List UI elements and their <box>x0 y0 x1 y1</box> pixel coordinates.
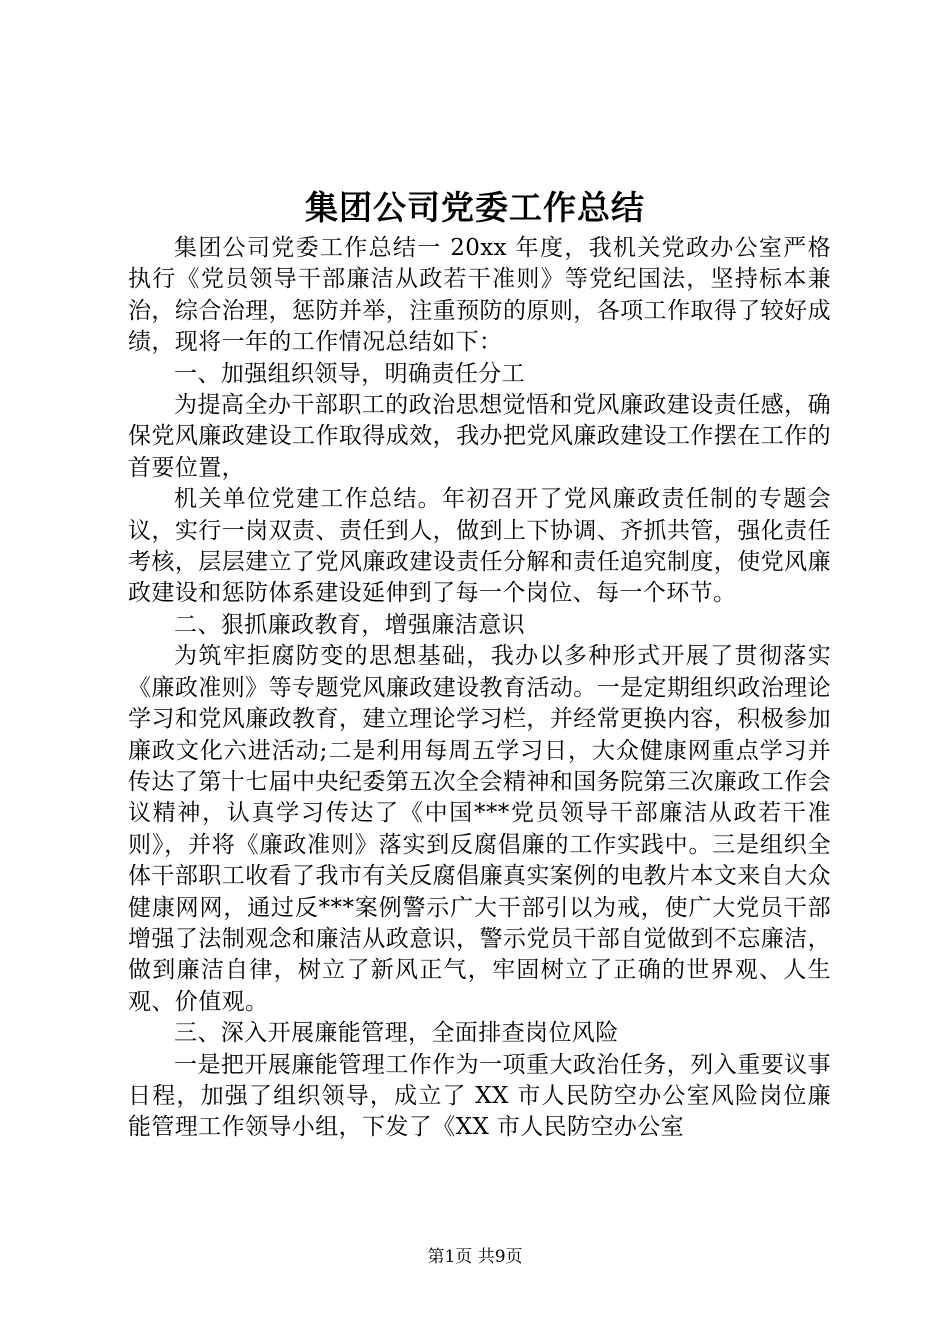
body-paragraph: 一是把开展廉能管理工作作为一项重大政治任务，列入重要议事日程，加强了组织领导，成立了 XX 市人民防空办公室风险岗位廉能管理工作领导小组，下发了《XX 市人民防空办公室 <box>128 1051 831 1141</box>
page-footer: 第1页 共9页 <box>427 1247 523 1267</box>
intro-paragraph: 集团公司党委工作总结一 20xx 年度，我机关党政办公室严格执行《党员领导干部廉洁从政若干准则》等党纪国法，坚持标本兼治，综合治理，惩防并举，注重预防的原则，各项工作取得了较好成绩，现将一年的工作情况总结如下： <box>128 235 831 356</box>
document-body <box>128 233 831 1144</box>
document-title: 集团公司党委工作总结 <box>305 188 645 227</box>
section-heading-1: 一、加强组织领导，明确责任分工 <box>174 360 525 387</box>
section-heading-3: 三、深入开展廉能管理，全面排查岗位风险 <box>174 1020 619 1047</box>
body-paragraph: 机关单位党建工作总结。年初召开了党风廉政责任制的专题会议，实行一岗双责、责任到人，做到上下协调、齐抓共管，强化责任考核，层层建立了党风廉政建设责任分解和责任追究制度，使党风廉政建设和惩防体系建设延伸到了每一个岗位、每一个环节。 <box>128 486 831 607</box>
section-heading-2: 二、狠抓廉政教育，增强廉洁意识 <box>174 611 525 638</box>
body-paragraph: 为筑牢拒腐防变的思想基础，我办以多种形式开展了贯彻落实《廉政准则》等专题党风廉政建设教育活动。一是定期组织政治理论学习和党风廉政教育，建立理论学习栏，并经常更换内容，积极参加廉政文化六进活动;二是利用每周五学习日，大众健康网重点学习并传达了第十七届中央纪委第五次全会精神和国务院第三次廉政工作会议精神，认真学习传达了《中国***党员领导干部廉洁从政若干准则》，并将《廉政准则》落实到反腐倡廉的工作实践中。三是组织全体干部职工收看了我市有关反腐倡廉真实案例的电教片本文来自大众健康网网，通过反***案例警示广大干部引以为戒，使广大党员干部增强了法制观念和廉洁从政意识，警示党员干部自觉做到不忘廉洁，做到廉洁自律，树立了新风正气，牢固树立了正确的世界观、人生观、价值观。 <box>128 643 831 1015</box>
body-paragraph: 为提高全办干部职工的政治思想觉悟和党风廉政建设责任感，确保党风廉政建设工作取得成效，我办把党风廉政建设工作摆在工作的首要位置， <box>128 392 831 481</box>
